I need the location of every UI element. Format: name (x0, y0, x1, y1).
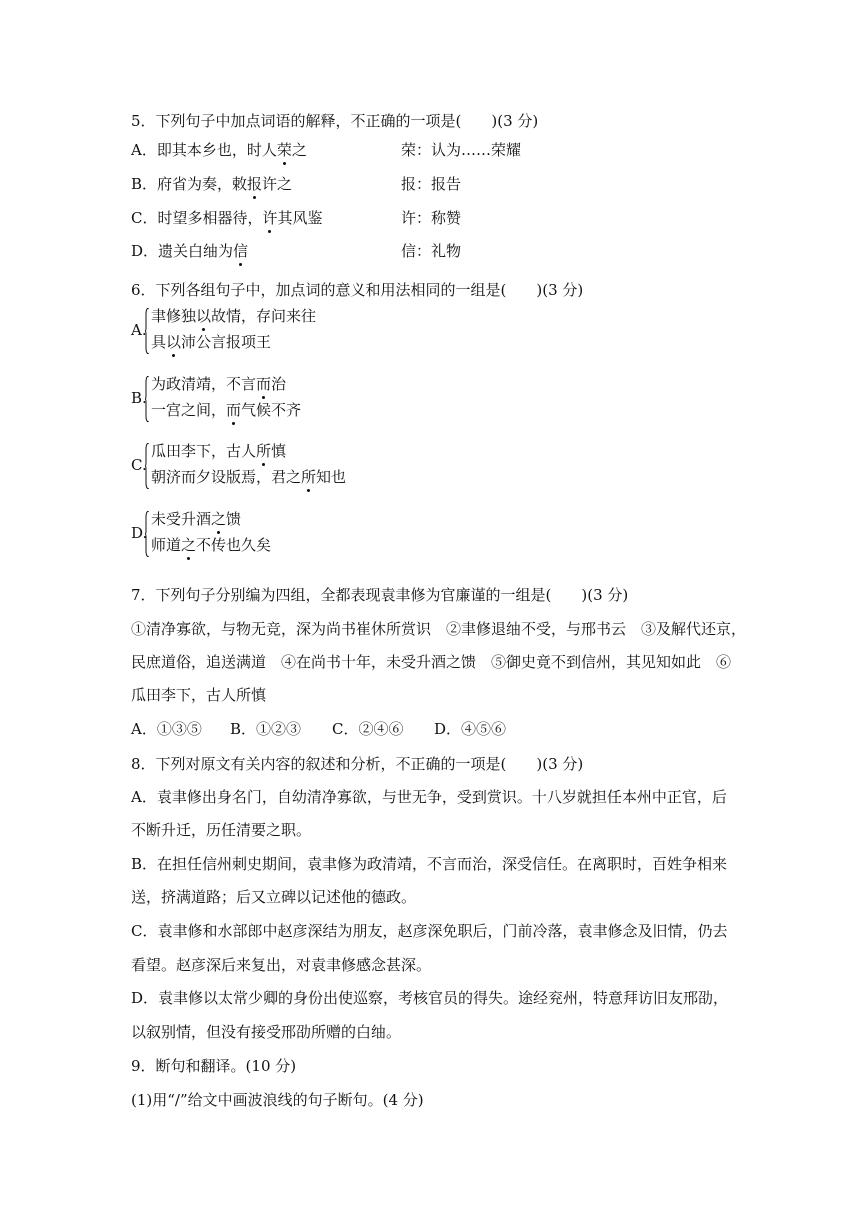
dotted-word: 信 (233, 242, 249, 260)
text-span: 故情，存问来往 (211, 307, 317, 325)
q6-stem: 6．下列各组句子中，加点词的意义和用法相同的一组是( )(3 分) (131, 281, 584, 299)
q5-option-b: B．府省为奏，敕报许之 (131, 175, 293, 193)
group-label: B. (131, 389, 147, 407)
q6-group-b (131, 374, 431, 426)
q6-group-d (131, 509, 431, 561)
q8-line: 以叙别情，但没有接受邢劭所赠的白䌷。 (131, 1023, 402, 1041)
text-span: 朝济而夕设版焉，君之 (151, 468, 302, 486)
group-line-2 (151, 332, 271, 352)
q8-line: 送，挤满道路；后又立碑以记述他的德政。 (131, 888, 417, 906)
q8-line: 不断升迁，历任清要之职。 (131, 821, 312, 839)
dotted-word: 所 (301, 468, 317, 486)
q5-option-c: C．时望多相器待，许其风鉴 (131, 209, 323, 227)
text-span: 师道 (151, 536, 182, 554)
q8-stem: 8．下列对原文有关内容的叙述和分析，不正确的一项是( )(3 分) (131, 755, 584, 773)
q5-option-a: A．即其本乡也，时人荣之 (131, 141, 307, 159)
q5-stem: 5．下列句子中加点词语的解释，不正确的一项是( )(3 分) (131, 112, 539, 130)
text-span: 瓜田李下，古人 (151, 442, 257, 460)
dotted-word: 之 (211, 510, 227, 528)
dotted-word: 以 (166, 333, 182, 351)
q7-choice-c: C．②④⑥ (332, 720, 404, 738)
q5-option-d-explain: 信：礼物 (401, 242, 462, 260)
q7-choice-b: B．①②③ (230, 720, 302, 738)
q5-option-a-explain: 荣：认为……荣耀 (401, 141, 522, 159)
group-label: D. (131, 524, 148, 542)
q9-sub1: (1)用“/”给文中画波浪线的句子断句。(4 分) (131, 1091, 424, 1109)
group-line-1 (151, 509, 241, 529)
q5-option-d: D．遗关白䌷为信 (131, 242, 249, 260)
text-span: 具 (151, 333, 167, 351)
q8-line: A．袁聿修出身名门，自幼清净寡欲，与世无争，受到赏识。十八岁就担任本州中正官，后 (131, 788, 727, 806)
text-span: 慎 (271, 442, 287, 460)
group-line-1 (151, 306, 316, 326)
text-span: 未受升酒 (151, 510, 212, 528)
q6-group-a (131, 306, 431, 358)
q8-line: B．在担任信州刺史期间，袁聿修为政清靖，不言而治，深受信任。在离职时，百姓争相来 (131, 855, 728, 873)
text-span: 气候不齐 (241, 401, 302, 419)
dotted-word: 而 (256, 375, 272, 393)
q7-choice-a: A．①③⑤ (131, 720, 202, 738)
text-span: 馈 (226, 510, 242, 528)
q7-line: ①清净寡欲，与物无竞，深为尚书崔休所赏识 ②聿修退䌷不受，与邢书云 ③及解代还京， (131, 620, 747, 638)
q7-line: 瓜田李下，古人所慎 (131, 686, 267, 704)
q8-line: 看望。赵彦深后来复出，对袁聿修感念甚深。 (131, 956, 432, 974)
group-line-2 (151, 535, 271, 555)
text-span: 一宫之间， (151, 401, 227, 419)
dotted-word: 许 (262, 209, 278, 227)
group-line-1 (151, 374, 286, 394)
q7-line: 民庶道俗，追送满道 ④在尚书十年，未受升酒之馈 ⑤御史竟不到信州，其见知如此 ⑥ (131, 653, 732, 671)
q8-line: D．袁聿修以太常少卿的身份出使巡察，考核官员的得失。途经兖州，特意拜访旧友邢劭， (131, 989, 729, 1007)
brace-icon (145, 376, 149, 422)
group-label: C. (131, 456, 147, 474)
q5-option-b-explain: 报：报告 (401, 175, 462, 193)
group-line-1 (151, 441, 286, 461)
dotted-word: 而 (226, 401, 242, 419)
text-span: 不传也久矣 (196, 536, 272, 554)
brace-icon (145, 511, 149, 557)
q9-stem: 9．断句和翻译。(10 分) (131, 1057, 297, 1075)
text-span: 为政清靖，不言 (151, 375, 257, 393)
group-label: A. (131, 321, 147, 339)
text-span: 知也 (316, 468, 347, 486)
q5-option-c-explain: 许：称赞 (401, 209, 462, 227)
brace-icon (145, 443, 149, 489)
group-line-2 (151, 467, 346, 487)
text-span: 治 (271, 375, 287, 393)
brace-icon (145, 308, 149, 354)
dotted-word: 以 (196, 307, 212, 325)
q7-choice-d: D．④⑤⑥ (434, 720, 507, 738)
group-line-2 (151, 400, 301, 420)
text-span: 聿修独 (151, 307, 197, 325)
dotted-word: 报 (247, 175, 263, 193)
dotted-word: 荣 (276, 141, 292, 159)
dotted-word: 之 (181, 536, 197, 554)
dotted-word: 所 (256, 442, 272, 460)
text-span: 沛公言报项王 (181, 333, 272, 351)
q8-line: C．袁聿修和水部郎中赵彦深结为朋友，赵彦深免职后，门前冷落，袁聿修念及旧情，仍去 (131, 922, 728, 940)
q6-group-c (131, 441, 431, 493)
q7-stem: 7．下列句子分别编为四组，全都表现袁聿修为官廉谨的一组是( )(3 分) (131, 586, 629, 604)
